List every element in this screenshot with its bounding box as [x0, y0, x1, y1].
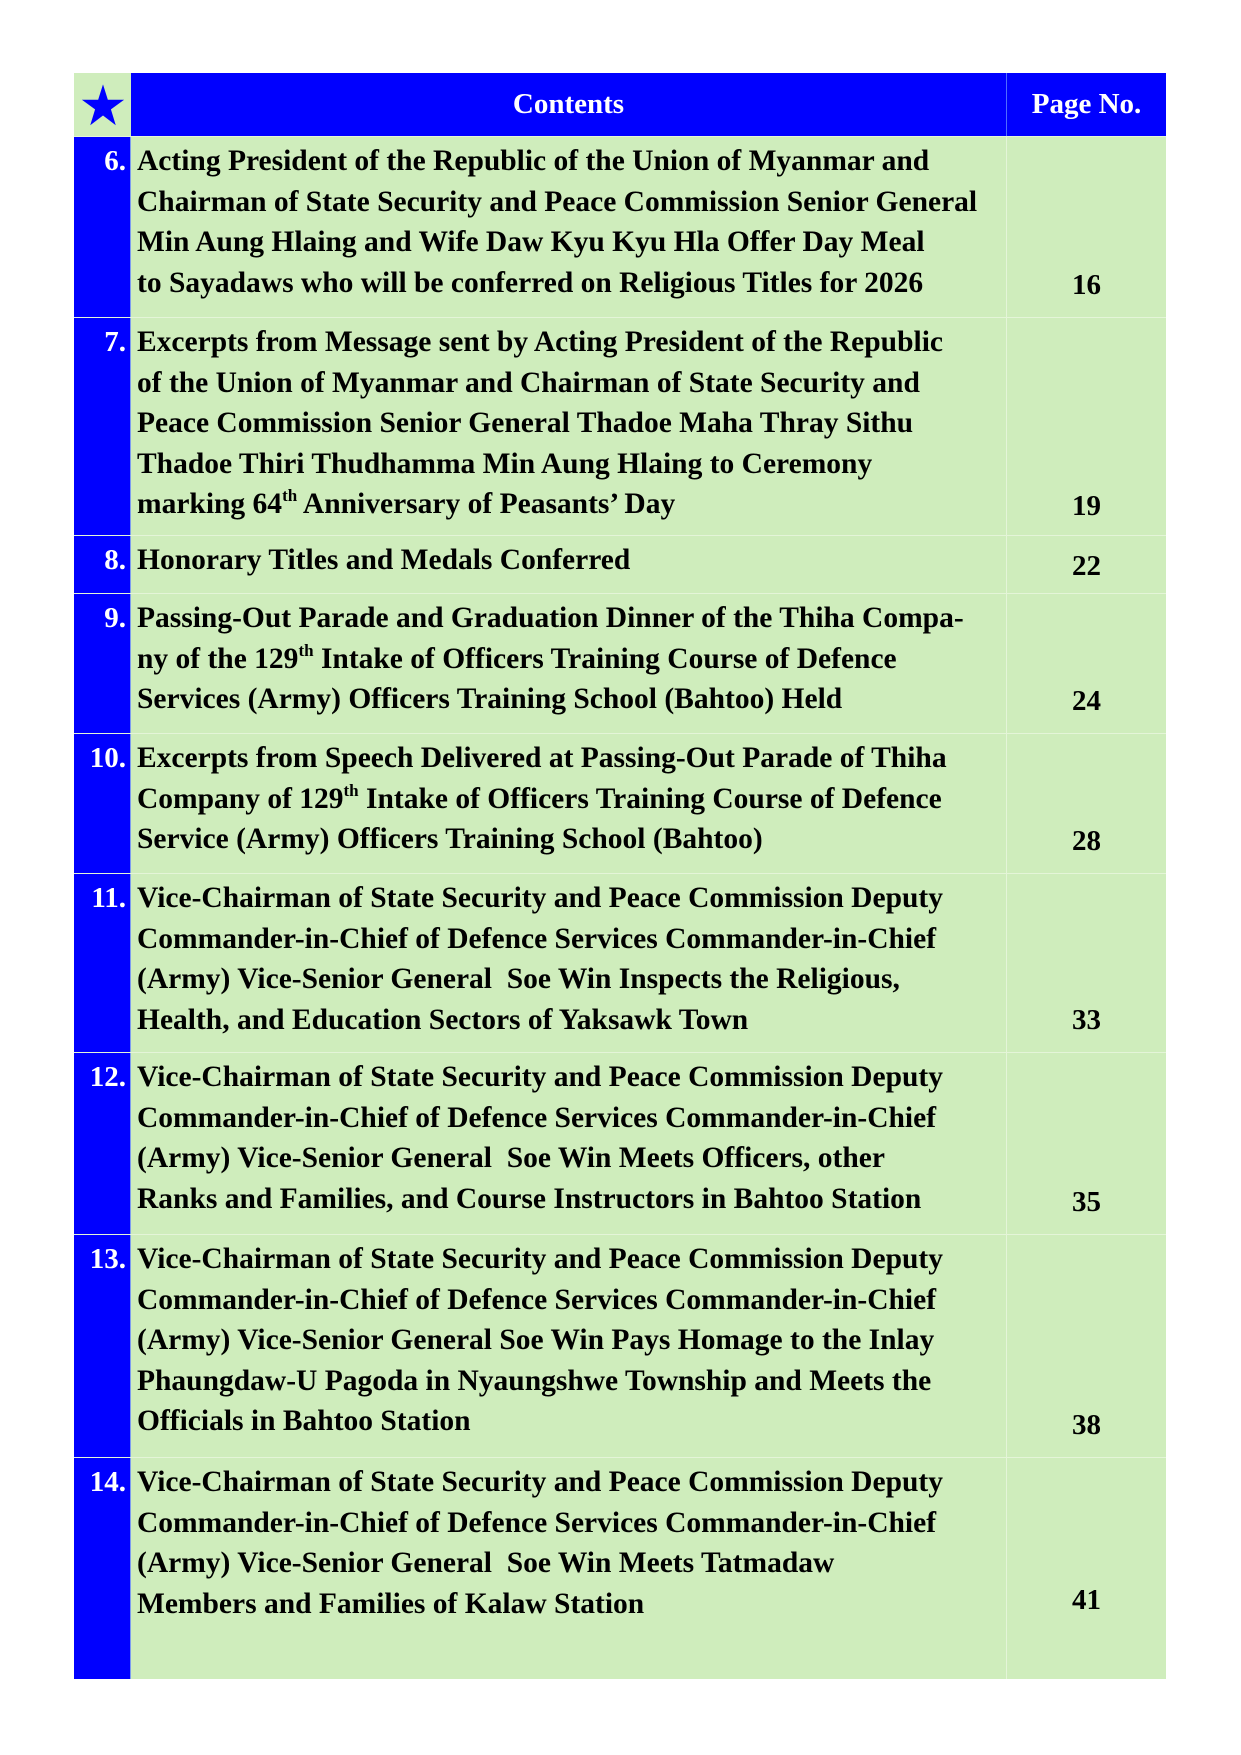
entry-line: Excerpts from Speech Delivered at Passing-Out Parade of Thiha — [137, 742, 947, 774]
entry-line: Vice-Chairman of State Security and Peace Commission Deputy — [137, 882, 943, 914]
entry-number: 8. — [74, 536, 131, 593]
entry-line: Services (Army) Officers Training School (Bahtoo) Held — [137, 683, 843, 715]
entry-line: Thadoe Thiri Thudhamma Min Aung Hlaing to Ceremony — [137, 447, 873, 480]
entry-line: Passing-Out Parade and Graduation Dinner of the Thiha Compa- — [137, 602, 964, 634]
entry-line: (Army) Vice-Senior General Soe Win Meets Tatmadaw — [137, 1547, 835, 1579]
entry-line: Excerpts from Message sent by Acting President of the Republic — [137, 326, 943, 358]
entry-line: marking 64th Anniversary of Peasants’ Day — [137, 486, 676, 520]
entry-title[interactable] — [131, 594, 1007, 733]
toc-entry[interactable] — [74, 1052, 1166, 1234]
entry-number: 11. — [74, 874, 131, 1052]
entry-line: (Army) Vice-Senior General Soe Win Meets Officers, other — [137, 1142, 885, 1174]
entry-number: 12. — [74, 1053, 131, 1234]
entry-line: Phaungdaw-U Pagoda in Nyaungshwe Township and Meets the — [137, 1364, 932, 1397]
entry-line: Vice-Chairman of State Security and Peace Commission Deputy — [137, 1061, 943, 1093]
entry-line: Officials in Bahtoo Station — [137, 1405, 471, 1437]
entry-page[interactable]: 35 — [1007, 1053, 1166, 1234]
entry-line: (Army) Vice-Senior General Soe Win Pays Homage to the Inlay — [137, 1324, 935, 1356]
entry-line: Commander-in-Chief of Defence Services Commander-in-Chief — [137, 1506, 937, 1539]
entry-page[interactable]: 33 — [1007, 874, 1166, 1052]
entry-number: 9. — [74, 594, 131, 733]
toc-entry[interactable] — [74, 593, 1166, 733]
entry-title[interactable] — [131, 734, 1007, 873]
entry-line: Members and Families of Kalaw Station — [137, 1587, 645, 1620]
entry-page[interactable]: 24 — [1007, 594, 1166, 733]
entry-page[interactable]: 38 — [1007, 1235, 1166, 1457]
entry-number: 10. — [74, 734, 131, 873]
entry-line: Chairman of State Security and Peace Commission Senior General — [137, 185, 978, 218]
entry-number: 6. — [74, 137, 131, 317]
entry-line: Vice-Chairman of State Security and Peace Commission Deputy — [137, 1466, 943, 1498]
entry-number: 7. — [74, 318, 131, 535]
contents-table — [74, 73, 1166, 1679]
entry-title[interactable] — [131, 318, 1007, 535]
entry-line: Health, and Education Sectors of Yaksawk Town — [137, 1003, 749, 1036]
entry-line: (Army) Vice-Senior General Soe Win Inspects the Religious, — [137, 963, 900, 995]
header-star-cell — [74, 73, 131, 136]
entry-title[interactable] — [131, 874, 1007, 1052]
entry-line: Vice-Chairman of State Security and Peace Commission Deputy — [137, 1243, 943, 1275]
entry-title[interactable] — [131, 1458, 1007, 1679]
toc-entry[interactable] — [74, 1457, 1166, 1679]
page-no-header: Page No. — [1007, 73, 1166, 136]
entry-line: to Sayadaws who will be conferred on Religious Titles for 2026 — [137, 266, 924, 299]
contents-header: Contents — [131, 73, 1007, 136]
toc-entry[interactable] — [74, 733, 1166, 873]
entry-line: ny of the 129th Intake of Officers Training Course of Defence — [137, 640, 897, 675]
entry-number: 14. — [74, 1458, 131, 1679]
toc-entry[interactable] — [74, 136, 1166, 317]
toc-entry[interactable] — [74, 873, 1166, 1052]
entry-line: Commander-in-Chief of Defence Services Commander-in-Chief — [137, 1101, 937, 1134]
entry-line: Honorary Titles and Medals Conferred — [137, 544, 631, 576]
entry-line: Commander-in-Chief of Defence Services Commander-in-Chief — [137, 922, 937, 955]
entry-title[interactable] — [131, 137, 1007, 317]
entry-line: Peace Commission Senior General Thadoe Maha Thray Sithu — [137, 407, 914, 439]
entry-line: Min Aung Hlaing and Wife Daw Kyu Kyu Hla Offer Day Meal — [137, 226, 925, 258]
entry-number: 13. — [74, 1235, 131, 1457]
entry-line: Company of 129th Intake of Officers Training Course of Defence — [137, 780, 942, 815]
entry-title[interactable] — [131, 1235, 1007, 1457]
toc-entry[interactable] — [74, 535, 1166, 593]
entry-line: Service (Army) Officers Training School (Bahtoo) — [137, 823, 763, 855]
entry-page[interactable]: 22 — [1007, 536, 1166, 593]
entry-page[interactable]: 41 — [1007, 1458, 1166, 1679]
star-icon — [81, 83, 125, 127]
toc-entry[interactable] — [74, 1234, 1166, 1457]
toc-entry[interactable] — [74, 317, 1166, 535]
entry-page[interactable]: 16 — [1007, 137, 1166, 317]
entry-line: Ranks and Families, and Course Instructors in Bahtoo Station — [137, 1182, 922, 1215]
entry-line: Commander-in-Chief of Defence Services Commander-in-Chief — [137, 1283, 937, 1316]
entry-line: Acting President of the Republic of the Union of Myanmar and — [137, 145, 930, 177]
entry-page[interactable]: 19 — [1007, 318, 1166, 535]
entry-page[interactable]: 28 — [1007, 734, 1166, 873]
entry-title[interactable] — [131, 536, 1007, 593]
table-header — [74, 73, 1166, 136]
entry-line: of the Union of Myanmar and Chairman of State Security and — [137, 366, 920, 399]
entry-title[interactable] — [131, 1053, 1007, 1234]
